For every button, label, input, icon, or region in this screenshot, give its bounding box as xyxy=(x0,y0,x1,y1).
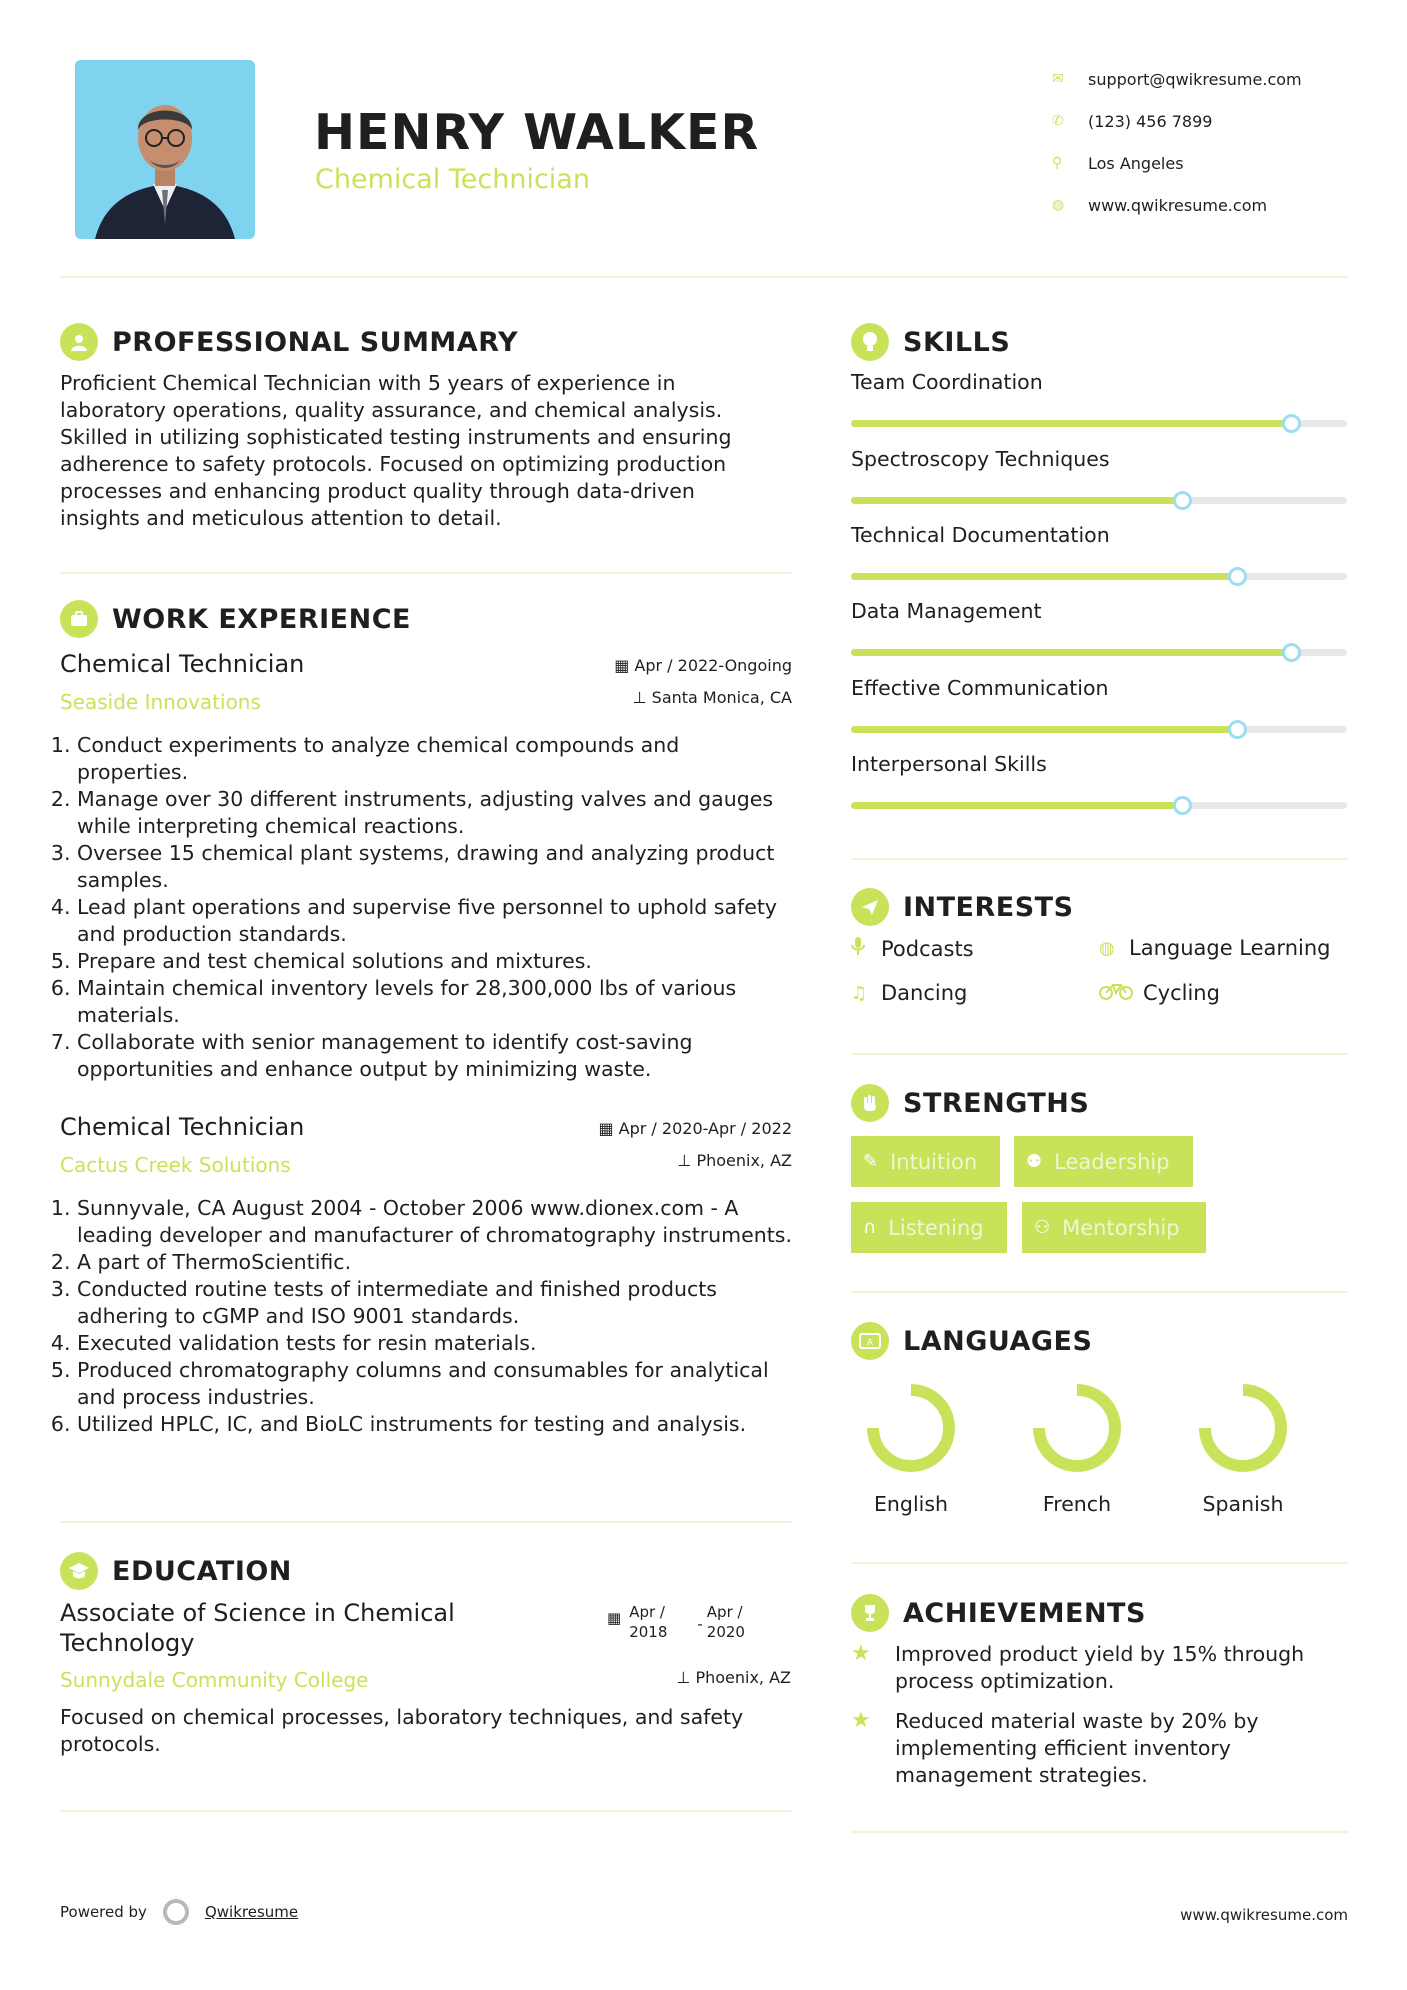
date-text: Apr / xyxy=(706,1603,743,1621)
users-icon: ⚉ xyxy=(1026,1151,1043,1172)
microphone-icon xyxy=(851,936,881,961)
pin-icon: ⊥ xyxy=(677,1151,697,1170)
skill-knob xyxy=(1228,567,1247,586)
language-icon xyxy=(851,1322,889,1360)
lightbulb-icon xyxy=(851,323,889,361)
interest-label: Dancing xyxy=(881,981,968,1005)
job-role: Chemical Technician xyxy=(60,650,305,678)
education-degree-line: Associate of Science in Chemical xyxy=(60,1599,455,1627)
list-item: 2. Manage over 30 different instruments, adjusting valves and gauges while interpreting chemical reactions. xyxy=(77,786,792,840)
list-item: 3. Oversee 15 chemical plant systems, drawing and analyzing product samples. xyxy=(77,840,792,894)
skills-divider xyxy=(851,858,1348,860)
education-heading xyxy=(60,1552,292,1590)
strength-chip xyxy=(851,1202,1007,1253)
interest-item xyxy=(851,981,967,1005)
summary-divider xyxy=(60,572,792,574)
strength-chip xyxy=(1014,1136,1193,1187)
language-ring xyxy=(863,1380,959,1476)
globe-icon: ◍ xyxy=(1052,197,1065,213)
education-title: EDUCATION xyxy=(112,1555,292,1587)
list-item: 4. Executed validation tests for resin materials. xyxy=(77,1330,792,1357)
skill-knob xyxy=(1228,720,1247,739)
pin-icon: ⊥ xyxy=(632,688,652,707)
job-entry-1 xyxy=(60,650,792,1083)
list-item: 5. Produced chromatography columns and consumables for analytical and process industries. xyxy=(77,1357,792,1411)
strength-label: Leadership xyxy=(1054,1149,1170,1174)
job-date xyxy=(614,656,792,675)
skill-name: Technical Documentation xyxy=(851,523,1110,547)
candidate-title: Chemical Technician xyxy=(315,164,590,195)
magic-wand-icon: ✎ xyxy=(863,1151,879,1172)
skill-bar xyxy=(851,420,1347,427)
list-item: 1. Sunnyvale, CA August 2004 - October 2006 www.dionex.com - A leading developer and manufacturer of chromatography instruments. xyxy=(77,1195,792,1249)
education-degree xyxy=(60,1598,500,1658)
job-duties-list xyxy=(60,1195,792,1438)
education-school: Sunnydale Community College xyxy=(60,1668,369,1692)
strength-label: Intuition xyxy=(890,1149,978,1174)
language-ring xyxy=(1029,1380,1125,1476)
graduation-cap-icon xyxy=(60,1552,98,1590)
contact-phone xyxy=(1052,100,1372,142)
skill-knob xyxy=(1173,796,1192,815)
music-note-icon: ♫ xyxy=(851,982,868,1004)
contact-website xyxy=(1052,184,1372,226)
skill-item xyxy=(851,447,1347,471)
job-company: Seaside Innovations xyxy=(60,690,261,714)
strengths-divider xyxy=(851,1291,1348,1293)
list-item: 6. Maintain chemical inventory levels for 28,300,000 lbs of various materials. xyxy=(77,975,792,1029)
footer-powered xyxy=(60,1899,298,1925)
language-name: French xyxy=(1042,1492,1112,1516)
hand-icon xyxy=(851,1084,889,1122)
contact-email xyxy=(1052,58,1372,100)
list-item: 4. Lead plant operations and supervise five personnel to uphold safety and production standards. xyxy=(77,894,792,948)
interest-label: Language Learning xyxy=(1129,936,1331,960)
strength-chip xyxy=(851,1136,1000,1187)
skill-knob xyxy=(1282,414,1301,433)
calendar-icon: ▦ xyxy=(598,1119,619,1138)
svg-text:A: A xyxy=(866,1338,874,1348)
language-item xyxy=(1017,1380,1137,1516)
work-divider xyxy=(60,1521,792,1523)
job-date-text: Apr / 2020-Apr / 2022 xyxy=(618,1119,792,1138)
language-item xyxy=(1183,1380,1303,1516)
skill-bar xyxy=(851,497,1347,504)
education-location-text: Phoenix, AZ xyxy=(695,1668,791,1687)
calendar-icon: ▦ xyxy=(614,656,635,675)
job-location-text: Phoenix, AZ xyxy=(696,1151,792,1170)
job-date-text: Apr / 2022-Ongoing xyxy=(634,656,792,675)
skill-bar xyxy=(851,802,1347,809)
language-name: Spanish xyxy=(1202,1492,1284,1516)
interest-item xyxy=(1099,981,1220,1005)
job-location-text: Santa Monica, CA xyxy=(651,688,792,707)
briefcase-icon xyxy=(60,600,98,638)
achievements-title: ACHIEVEMENTS xyxy=(903,1597,1146,1629)
job-role: Chemical Technician xyxy=(60,1113,305,1141)
strength-chip xyxy=(1022,1202,1206,1253)
interests-divider xyxy=(851,1053,1348,1055)
job-location xyxy=(633,688,792,707)
achievements-heading xyxy=(851,1594,1146,1632)
achievement-text: Improved product yield by 15% through process optimization. xyxy=(895,1642,1305,1693)
skill-knob xyxy=(1173,491,1192,510)
language-item xyxy=(851,1380,971,1516)
list-item: 6. Utilized HPLC, IC, and BioLC instruments for testing and analysis. xyxy=(77,1411,792,1438)
languages-heading xyxy=(851,1322,1092,1360)
skills-heading xyxy=(851,323,1010,361)
language-name: English xyxy=(873,1492,949,1516)
date-separator: - xyxy=(697,1615,703,1633)
interest-label: Podcasts xyxy=(881,936,974,961)
skill-name: Team Coordination xyxy=(851,370,1043,394)
interests-title: INTERESTS xyxy=(903,891,1074,923)
job-company: Cactus Creek Solutions xyxy=(60,1153,291,1177)
list-item: 2. A part of ThermoScientific. xyxy=(77,1249,792,1276)
skill-fill xyxy=(851,726,1238,733)
skill-fill xyxy=(851,497,1183,504)
date-text: Apr / xyxy=(629,1603,665,1621)
achievement-item xyxy=(851,1708,1341,1789)
star-icon: ★ xyxy=(851,1641,871,1666)
job-location xyxy=(677,1151,792,1170)
skill-bar xyxy=(851,726,1347,733)
strength-label: Listening xyxy=(888,1215,984,1240)
footer-brand-link[interactable]: Qwikresume xyxy=(204,1903,299,1921)
trophy-icon xyxy=(851,1594,889,1632)
paper-plane-icon xyxy=(851,888,889,926)
interests-heading xyxy=(851,888,1074,926)
skill-item xyxy=(851,370,1347,394)
skill-item xyxy=(851,752,1347,776)
interest-item xyxy=(851,936,974,961)
globe-icon: ◍ xyxy=(1099,937,1115,959)
footer-url[interactable]: www.qwikresume.com xyxy=(1180,1906,1348,1924)
languages-title: LANGUAGES xyxy=(903,1325,1093,1357)
work-heading xyxy=(60,600,411,638)
work-title: WORK EXPERIENCE xyxy=(112,603,411,635)
summary-text: Proficient Chemical Technician with 5 years of experience in laboratory operations, quality assurance, and chemical analysis. Skilled in utilizing sophisticated testing instruments and ensuring adherence to safety protocols. Focused on optimizing production processes and enhancing product quality through data-driven insights and meticulous attention to detail. xyxy=(60,371,732,530)
skill-bar xyxy=(851,649,1347,656)
education-date-start xyxy=(629,1602,667,1642)
skill-fill xyxy=(851,802,1183,809)
achievement-text: Reduced material waste by 20% by implementing efficient inventory management strategies. xyxy=(895,1709,1259,1787)
skill-knob xyxy=(1282,643,1301,662)
list-item: 7. Collaborate with senior management to identify cost-saving opportunities and enhance output by minimizing waste. xyxy=(77,1029,792,1083)
achievement-item xyxy=(851,1641,1341,1695)
contact-website-text[interactable]: www.qwikresume.com xyxy=(1088,195,1268,215)
map-pin-icon: ⚲ xyxy=(1052,155,1063,171)
strengths-title: STRENGTHS xyxy=(903,1087,1090,1119)
achievements-divider xyxy=(851,1831,1348,1833)
interest-label: Cycling xyxy=(1143,981,1220,1005)
job-date xyxy=(598,1119,792,1138)
user-icon xyxy=(60,323,98,361)
header-divider xyxy=(60,276,1348,278)
skill-item xyxy=(851,599,1347,623)
skill-bar xyxy=(851,573,1347,580)
headphones-icon: ∩ xyxy=(863,1217,877,1238)
education-date xyxy=(607,1602,745,1642)
interest-item xyxy=(1099,936,1330,960)
contact-email-text[interactable]: support@qwikresume.com xyxy=(1088,69,1302,89)
list-item: 3. Conducted routine tests of intermediate and finished products adhering to cGMP and ISO 9001 standards. xyxy=(77,1276,792,1330)
strengths-heading xyxy=(851,1084,1089,1122)
skill-name: Interpersonal Skills xyxy=(851,752,1047,776)
language-ring xyxy=(1195,1380,1291,1476)
skill-name: Effective Communication xyxy=(851,676,1109,700)
candidate-name: HENRY WALKER xyxy=(314,104,760,161)
education-text: Focused on chemical processes, laboratory techniques, and safety protocols. xyxy=(60,1705,744,1756)
contact-phone-text[interactable]: (123) 456 7899 xyxy=(1088,111,1213,131)
qwikresume-logo-icon xyxy=(163,1899,189,1925)
job-entry-2 xyxy=(60,1113,792,1438)
summary-heading xyxy=(60,323,518,361)
skill-name: Data Management xyxy=(851,599,1042,623)
education-date-end xyxy=(707,1602,745,1642)
skill-fill xyxy=(851,573,1238,580)
job-duties-list xyxy=(60,732,792,1083)
phone-icon: ✆ xyxy=(1052,113,1064,129)
bicycle-icon xyxy=(1099,982,1143,1005)
skill-item xyxy=(851,676,1347,700)
date-text: 2018 xyxy=(629,1623,668,1641)
strength-label: Mentorship xyxy=(1062,1215,1180,1240)
languages-divider xyxy=(851,1562,1348,1564)
star-icon: ★ xyxy=(851,1708,871,1733)
education-degree-line: Technology xyxy=(60,1629,195,1657)
date-text: 2020 xyxy=(706,1623,745,1641)
list-item: 5. Prepare and test chemical solutions and mixtures. xyxy=(77,948,792,975)
contact-location-text: Los Angeles xyxy=(1088,153,1184,173)
footer-powered-text: Powered by xyxy=(60,1903,147,1921)
education-location xyxy=(676,1668,791,1687)
skill-name: Spectroscopy Techniques xyxy=(851,447,1110,471)
skill-fill xyxy=(851,649,1292,656)
contact-list xyxy=(1052,58,1372,226)
education-divider xyxy=(60,1810,792,1812)
envelope-icon: ✉ xyxy=(1052,71,1064,87)
skill-item xyxy=(851,523,1347,547)
summary-title: PROFESSIONAL SUMMARY xyxy=(112,326,519,358)
user-plus-icon: ⚇ xyxy=(1034,1217,1051,1238)
skills-title: SKILLS xyxy=(903,326,1011,358)
profile-photo xyxy=(75,60,255,239)
pin-icon: ⊥ xyxy=(676,1668,696,1687)
list-item: 1. Conduct experiments to analyze chemical compounds and properties. xyxy=(77,732,792,786)
skill-fill xyxy=(851,420,1292,427)
contact-location xyxy=(1052,142,1372,184)
calendar-icon: ▦ xyxy=(607,1609,622,1627)
